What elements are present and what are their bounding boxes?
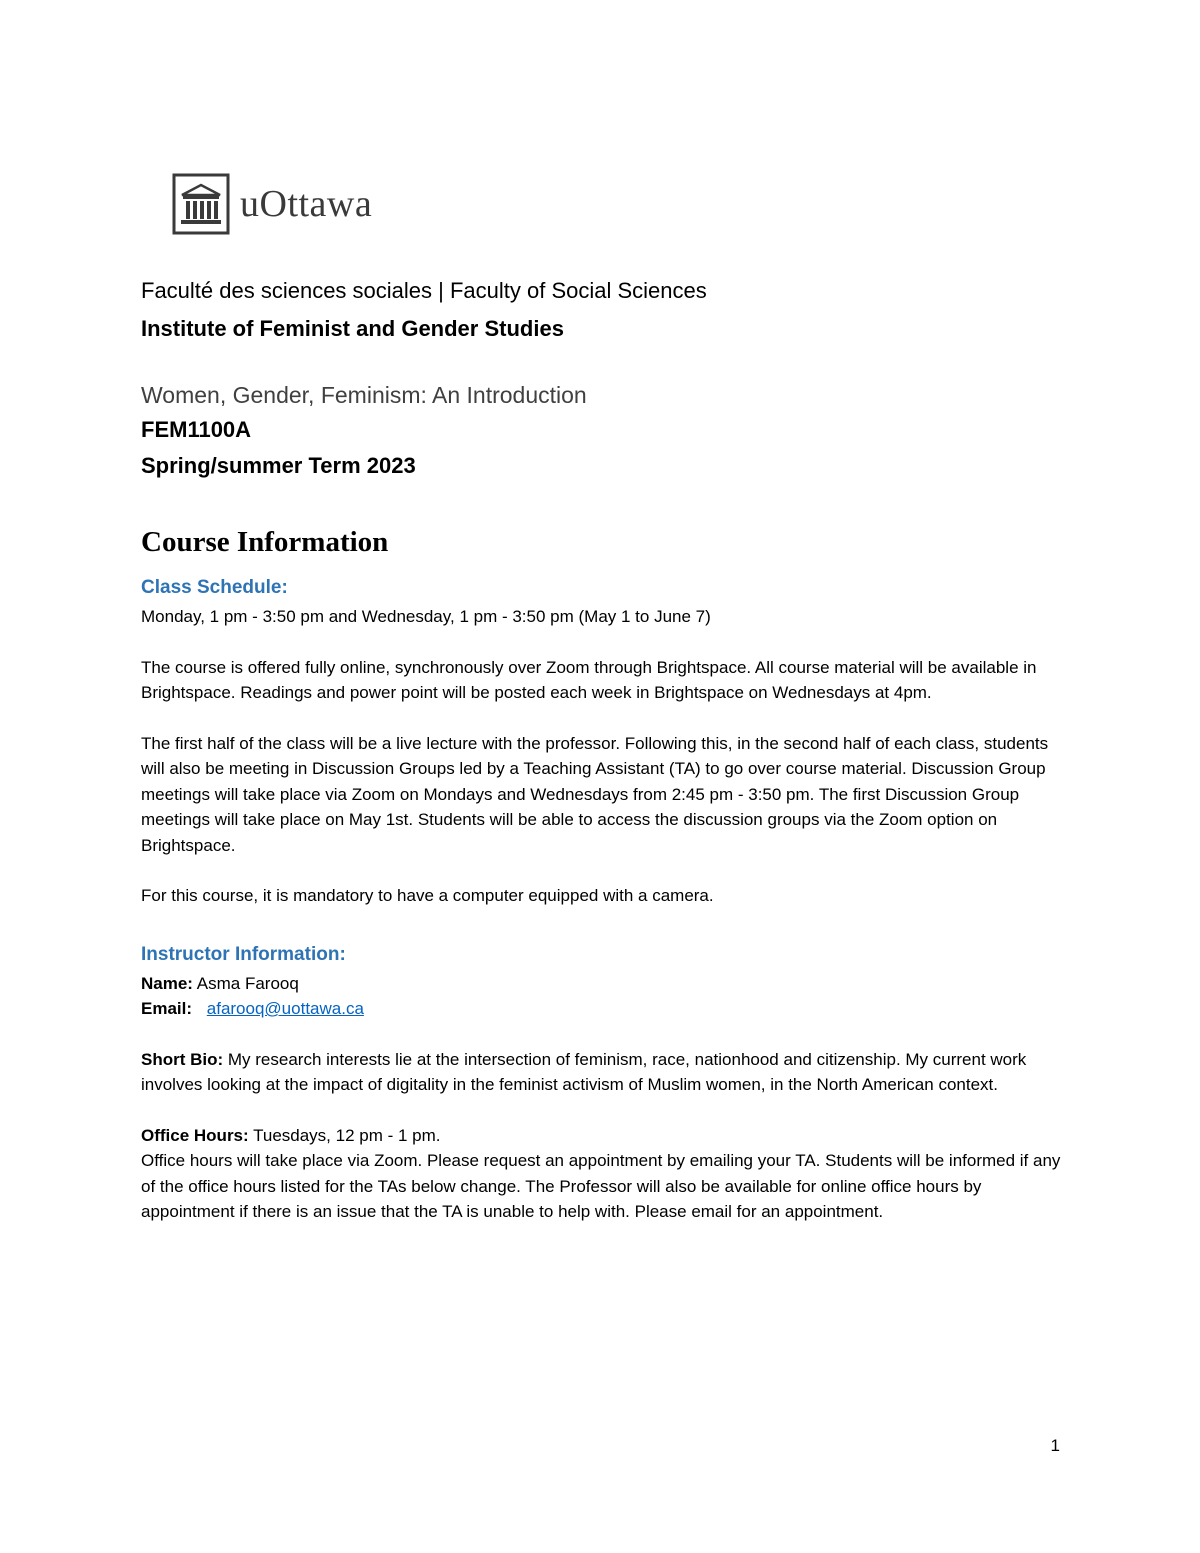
course-title: Women, Gender, Feminism: An Introduction	[141, 382, 587, 408]
instructor-name-line	[141, 971, 1061, 997]
name-label: Name:	[141, 973, 193, 993]
bio-text: My research interests lie at the intersection of feminism, race, nationhood and citizenship. My current work involves looking at the impact of digitality in the feminist activism of Muslim women, in the North American context.	[141, 1049, 1027, 1094]
course-code: FEM1100A	[141, 417, 252, 442]
schedule-paragraph-1: The course is offered fully online, synchronously over Zoom through Brightspace. All course material will be available in Brightspace. Readings and power point will be posted each week in Brightspace on Wednesdays at 4pm.	[141, 657, 1037, 702]
page-number: 1	[1050, 1436, 1060, 1455]
instructor-heading: Instructor Information:	[141, 943, 346, 965]
instructor-email-line	[141, 996, 1061, 1022]
course-term: Spring/summer Term 2023	[141, 453, 416, 478]
instructor-name: Asma Farooq	[196, 973, 299, 993]
document-body	[141, 272, 1061, 1225]
section-title: Course Information	[141, 526, 389, 558]
office-hours-label: Office Hours:	[141, 1125, 249, 1145]
building-icon	[172, 173, 230, 235]
instructor-bio	[141, 1047, 1061, 1098]
faculty-name: Faculté des sciences sociales | Faculty of Social Sciences	[141, 278, 707, 303]
instructor-email-link[interactable]: afarooq@uottawa.ca	[206, 999, 364, 1018]
email-label: Email:	[141, 999, 193, 1018]
logo-wordmark: uOttawa	[240, 183, 373, 225]
class-schedule-times: Monday, 1 pm - 3:50 pm and Wednesday, 1 pm - 3:50 pm (May 1 to June 7)	[141, 607, 711, 626]
class-schedule-heading: Class Schedule:	[141, 577, 288, 598]
schedule-paragraph-3: For this course, it is mandatory to have a computer equipped with a camera.	[141, 886, 714, 905]
office-hours-value: Tuesdays, 12 pm - 1 pm.	[253, 1125, 441, 1145]
office-hours-line	[141, 1123, 1061, 1149]
uottawa-logo	[172, 172, 372, 236]
institute-name: Institute of Feminist and Gender Studies	[141, 316, 564, 341]
office-hours-note: Office hours will take place via Zoom. Please request an appointment by emailing your TA. Students will be informed if any of the office hours listed for the TAs below change. The Professor will also be available for online office hours by appointment if there is an issue that the TA is unable to help with. Please email for an appointment.	[141, 1151, 1061, 1221]
bio-label: Short Bio:	[141, 1049, 224, 1069]
schedule-paragraph-2: The first half of the class will be a live lecture with the professor. Following this, in the second half of each class, students will also be meeting in Discussion Groups led by a Teaching Assistant (TA) to go over course material. Discussion Group meetings will take place via Zoom on Mondays and Wednesdays from 2:45 pm - 3:50 pm. The first Discussion Group meetings will take place on May 1st. Students will be able to access the discussion groups via the Zoom option on Brightspace.	[141, 733, 1049, 855]
